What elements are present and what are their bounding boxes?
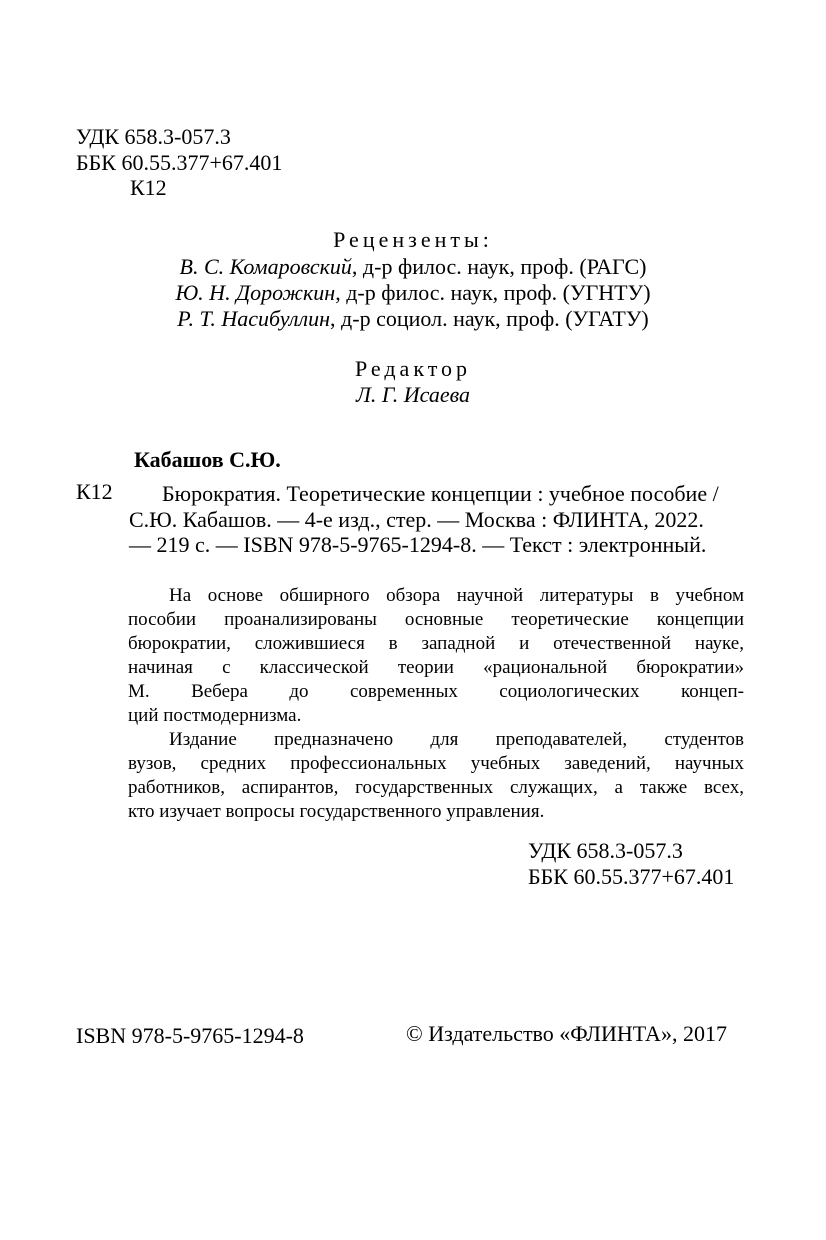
abstract-line: пособии проанализированы основные теоретические концепции — [128, 609, 744, 630]
abstract-line: кто изучает вопросы государственного управления. — [128, 801, 545, 822]
isbn: ISBN 978-5-9765-1294-8 — [76, 1023, 304, 1048]
reviewer-1 — [0, 254, 826, 280]
bbk-code: ББК 60.55.377+67.401 — [76, 150, 283, 175]
record-line-3: — 219 с. — ISBN 978-5-9765-1294-8. — Текст : электронный. — [129, 532, 707, 557]
copyright: © Издательство «ФЛИНТА», 2017 — [406, 1021, 727, 1046]
abstract-line: М. Вебера до современных социологических концеп- — [128, 681, 744, 702]
reviewers-title: Рецензенты: — [333, 227, 493, 252]
record-line-2: С.Ю. Кабашов. — 4-е изд., стер. — Москва : ФЛИНТА, 2022. — [129, 507, 704, 532]
abstract-line: ций постмодернизма. — [128, 705, 302, 726]
reviewer-info: , д-р филос. наук, проф. (УГНТУ) — [335, 280, 651, 305]
editor-title: Редактор — [354, 356, 472, 381]
reviewer-name: Ю. Н. Дорожкин — [175, 280, 336, 305]
editor-name: Л. Г. Исаева — [355, 382, 470, 407]
abstract-line: На основе обширного обзора научной литературы в учебном — [169, 585, 744, 606]
footer-udk-code: УДК 658.3-057.3 — [528, 838, 683, 863]
footer-bbk-code: ББК 60.55.377+67.401 — [528, 864, 735, 889]
reviewer-3 — [0, 306, 826, 332]
abstract-line: работников, аспирантов, государственных служащих, а также всех, — [128, 777, 744, 798]
reviewer-2 — [0, 280, 826, 306]
abstract-line: Издание предназначено для преподавателей, студентов — [169, 729, 744, 750]
abstract-line: вузов, средних профессиональных учебных заведений, научных — [128, 753, 744, 774]
abstract-line: начиная с классической теории «рациональной бюрократии» — [128, 657, 744, 678]
author-mark: К12 — [130, 175, 167, 200]
record-code: К12 — [76, 479, 113, 504]
record-author: Кабашов С.Ю. — [134, 447, 281, 472]
reviewer-info: , д-р социол. наук, проф. (УГАТУ) — [330, 306, 649, 331]
reviewer-name: В. С. Комаровский — [179, 254, 352, 279]
abstract-line: бюрократии, сложившиеся в западной и отечественной науке, — [128, 633, 744, 654]
reviewer-name: Р. Т. Насибуллин — [177, 306, 331, 331]
udk-code: УДК 658.3-057.3 — [76, 124, 231, 149]
reviewer-info: , д-р филос. наук, проф. (РАГС) — [351, 254, 647, 279]
record-line-1: Бюрократия. Теоретические концепции : учебное пособие / — [162, 481, 719, 506]
